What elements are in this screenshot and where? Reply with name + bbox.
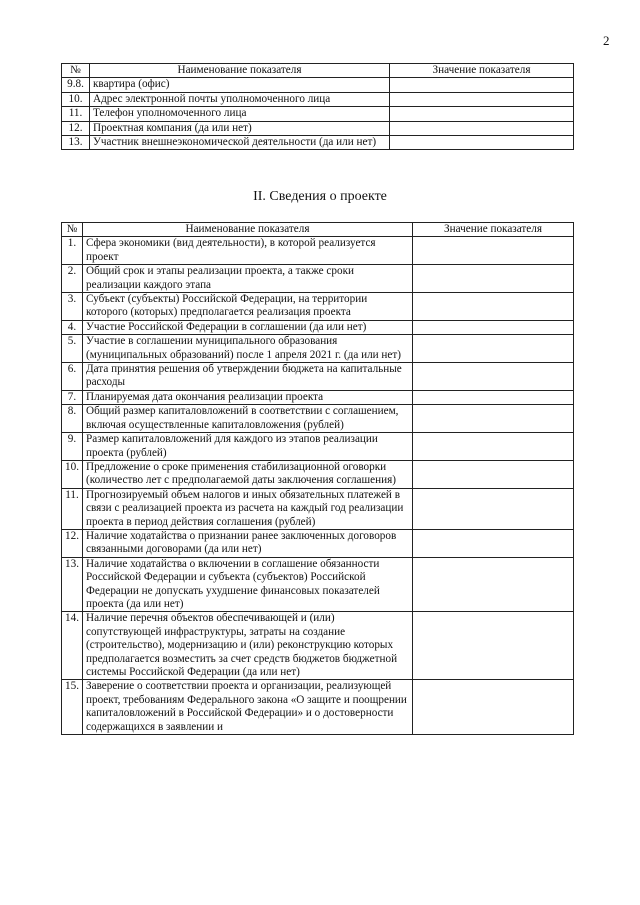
table-row: [62, 107, 574, 121]
row-number: 13.: [62, 136, 90, 150]
table-row: [62, 136, 574, 150]
row-number: 12.: [62, 529, 83, 557]
table-row: [62, 612, 574, 680]
row-value: [413, 293, 574, 321]
row-name: Заверение о соответствии проекта и организации, реализующей проект, требованиям Федерального закона «О защите и поощрении капиталовложений в Российской Федерации» и о достоверности содержащихся в заявлении и: [83, 680, 413, 735]
row-value: [413, 680, 574, 735]
row-value: [413, 237, 574, 265]
row-name: Участник внешнеэкономической деятельности (да или нет): [90, 136, 390, 150]
table-row: [62, 363, 574, 391]
table-row: [62, 293, 574, 321]
row-number: 6.: [62, 363, 83, 391]
row-name: Участие в соглашении муниципального образования (муниципальных образований) после 1 апреля 2021 г. (да или нет): [83, 335, 413, 363]
table-row: [62, 265, 574, 293]
row-name: Проектная компания (да или нет): [90, 121, 390, 135]
row-name: Предложение о сроке применения стабилизационной оговорки (количество лет с предполагаемой даты заключения соглашения): [83, 460, 413, 488]
col-number-header: №: [62, 223, 83, 237]
col-name-header: Наименование показателя: [83, 223, 413, 237]
table-header-row: [62, 223, 574, 237]
row-name: Планируемая дата окончания реализации проекта: [83, 390, 413, 404]
applicant-info-table: [61, 63, 574, 150]
row-number: 15.: [62, 680, 83, 735]
row-name: Общий срок и этапы реализации проекта, а также сроки реализации каждого этапа: [83, 265, 413, 293]
row-name: Телефон уполномоченного лица: [90, 107, 390, 121]
table-row: [62, 335, 574, 363]
row-number: 10.: [62, 92, 90, 106]
table-row: [62, 529, 574, 557]
row-name: Прогнозируемый объем налогов и иных обязательных платежей в связи с реализацией проекта из расчета на каждый год реализации проекта в период действия соглашения (рублей): [83, 488, 413, 529]
row-number: 11.: [62, 488, 83, 529]
row-name: Сфера экономики (вид деятельности), в которой реализуется проект: [83, 237, 413, 265]
col-number-header: №: [62, 64, 90, 78]
row-name: Общий размер капиталовложений в соответствии с соглашением, включая осуществленные капиталовложения (рублей): [83, 405, 413, 433]
row-value: [413, 529, 574, 557]
table-row: [62, 390, 574, 404]
table-row: [62, 121, 574, 135]
row-value: [390, 121, 574, 135]
table-row: [62, 405, 574, 433]
row-number: 2.: [62, 265, 83, 293]
row-number: 3.: [62, 293, 83, 321]
col-value-header: Значение показателя: [413, 223, 574, 237]
row-value: [413, 460, 574, 488]
table-row: [62, 92, 574, 106]
row-value: [413, 557, 574, 612]
row-number: 13.: [62, 557, 83, 612]
row-value: [390, 92, 574, 106]
row-number: 5.: [62, 335, 83, 363]
table-row: [62, 320, 574, 334]
col-value-header: Значение показателя: [390, 64, 574, 78]
row-number: 9.8.: [62, 78, 90, 92]
row-number: 12.: [62, 121, 90, 135]
row-number: 11.: [62, 107, 90, 121]
row-name: Наличие ходатайства о признании ранее заключенных договоров связанными договорами (да или нет): [83, 529, 413, 557]
row-name: Субъект (субъекты) Российской Федерации, на территории которого (которых) предполагается реализация проекта: [83, 293, 413, 321]
row-name: Участие Российской Федерации в соглашении (да или нет): [83, 320, 413, 334]
row-value: [413, 335, 574, 363]
project-info-table: [61, 222, 574, 735]
row-value: [413, 265, 574, 293]
row-name: квартира (офис): [90, 78, 390, 92]
row-value: [413, 405, 574, 433]
row-value: [413, 433, 574, 461]
table-row: [62, 557, 574, 612]
row-name: Адрес электронной почты уполномоченного лица: [90, 92, 390, 106]
row-number: 8.: [62, 405, 83, 433]
row-name: Наличие перечня объектов обеспечивающей и (или) сопутствующей инфраструктуры, затраты на создание (строительство), модернизацию и (или) реконструкцию которых предполагается возместить за счет средств бюджетов бюджетной системы Российской Федерации (да или нет): [83, 612, 413, 680]
row-value: [413, 612, 574, 680]
col-name-header: Наименование показателя: [90, 64, 390, 78]
table-row: [62, 460, 574, 488]
table-row: [62, 488, 574, 529]
row-number: 7.: [62, 390, 83, 404]
table-row: [62, 433, 574, 461]
row-number: 14.: [62, 612, 83, 680]
row-value: [413, 488, 574, 529]
row-value: [390, 107, 574, 121]
row-name: Наличие ходатайства о включении в соглашение обязанности Российской Федерации и субъекта (субъектов) Российской Федерации не допускать ухудшение финансовых показателей проекта (да или нет): [83, 557, 413, 612]
row-name: Дата принятия решения об утверждении бюджета на капитальные расходы: [83, 363, 413, 391]
table-row: [62, 78, 574, 92]
row-value: [413, 363, 574, 391]
row-number: 4.: [62, 320, 83, 334]
row-value: [390, 78, 574, 92]
row-number: 10.: [62, 460, 83, 488]
row-value: [413, 320, 574, 334]
page-number: 2: [603, 33, 610, 48]
row-value: [390, 136, 574, 150]
table-header-row: [62, 64, 574, 78]
row-value: [413, 390, 574, 404]
table-row: [62, 680, 574, 735]
row-number: 9.: [62, 433, 83, 461]
row-name: Размер капиталовложений для каждого из этапов реализации проекта (рублей): [83, 433, 413, 461]
table-row: [62, 237, 574, 265]
row-number: 1.: [62, 237, 83, 265]
section-title: II. Сведения о проекте: [253, 189, 387, 204]
